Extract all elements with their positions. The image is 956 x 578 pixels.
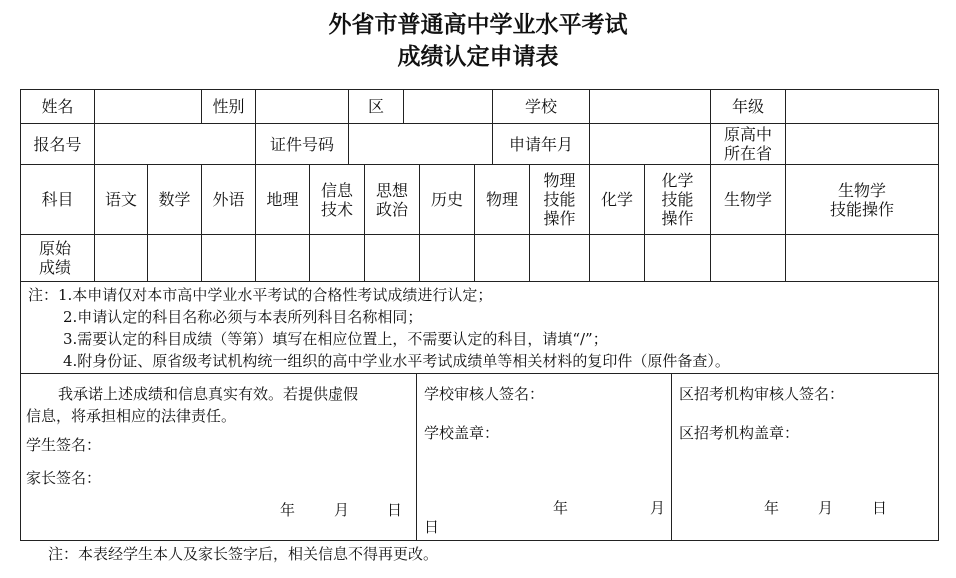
district-review-day: 日 bbox=[872, 499, 888, 517]
label-orig-province: 原高中 所在省 bbox=[710, 123, 786, 165]
subject-chinese: 语文 bbox=[94, 164, 148, 235]
footer-note: 注：本表经学生本人及家长签字后，相关信息不得再更改。 bbox=[48, 545, 439, 563]
score-field-biology-skill[interactable] bbox=[785, 234, 939, 282]
apply-date-field[interactable] bbox=[589, 123, 711, 165]
district-seal[interactable]: 区招考机构盖章： bbox=[679, 424, 800, 442]
grade-field[interactable] bbox=[785, 89, 939, 124]
district-reviewer-signature[interactable]: 区招考机构审核人签名： bbox=[679, 385, 845, 403]
subject-biology: 生物学 bbox=[710, 164, 786, 235]
form-title-line1: 外省市普通高中学业水平考试 bbox=[328, 12, 628, 38]
note-4: 4.附身份证、原省级考试机构统一组织的高中学业水平考试成绩单等相关材料的复印件（原件备查）。 bbox=[63, 352, 730, 370]
score-field-math[interactable] bbox=[147, 234, 202, 282]
form-title-line2: 成绩认定申请表 bbox=[397, 44, 559, 70]
district-review-month: 月 bbox=[818, 499, 834, 517]
note-3: 3.需要认定的科目成绩（等第）填写在相应位置上，不需要认定的科目，请填“/”； bbox=[63, 330, 608, 348]
gender-field[interactable] bbox=[255, 89, 349, 124]
district-field[interactable] bbox=[403, 89, 493, 124]
score-field-chinese[interactable] bbox=[94, 234, 148, 282]
score-field-foreign-language[interactable] bbox=[201, 234, 256, 282]
subject-physics: 物理 bbox=[474, 164, 530, 235]
declaration-day: 日 bbox=[387, 501, 403, 519]
student-signature[interactable]: 学生签名： bbox=[26, 436, 102, 454]
subject-geography: 地理 bbox=[255, 164, 310, 235]
school-seal[interactable]: 学校盖章： bbox=[424, 424, 500, 442]
label-gender: 性别 bbox=[201, 89, 256, 124]
orig-province-field[interactable] bbox=[785, 123, 939, 165]
label-original-score: 原始 成绩 bbox=[20, 234, 95, 282]
subject-politics: 思想 政治 bbox=[364, 164, 420, 235]
label-reg-no: 报名号 bbox=[20, 123, 95, 165]
score-field-biology[interactable] bbox=[710, 234, 786, 282]
id-no-field[interactable] bbox=[348, 123, 493, 165]
subject-foreign-language: 外语 bbox=[201, 164, 256, 235]
district-review-year: 年 bbox=[764, 499, 780, 517]
label-school: 学校 bbox=[492, 89, 590, 124]
declaration-month: 月 bbox=[334, 501, 350, 519]
declaration-line1: 我承诺上述成绩和信息真实有效。若提供虚假 bbox=[58, 385, 359, 403]
subject-chemistry-skill: 化学 技能 操作 bbox=[644, 164, 711, 235]
subject-chemistry: 化学 bbox=[589, 164, 645, 235]
note-2: 2.申请认定的科目名称必须与本表所列科目名称相同； bbox=[63, 308, 423, 326]
score-field-physics-skill[interactable] bbox=[529, 234, 590, 282]
score-field-chemistry[interactable] bbox=[589, 234, 645, 282]
declaration-line2: 信息，将承担相应的法律责任。 bbox=[26, 407, 237, 425]
score-field-physics[interactable] bbox=[474, 234, 530, 282]
label-subject: 科目 bbox=[20, 164, 95, 235]
school-review-year: 年 bbox=[553, 499, 569, 517]
reg-no-field[interactable] bbox=[94, 123, 256, 165]
subject-it: 信息 技术 bbox=[309, 164, 365, 235]
subject-history: 历史 bbox=[419, 164, 475, 235]
parent-signature[interactable]: 家长签名： bbox=[26, 469, 102, 487]
school-reviewer-signature[interactable]: 学校审核人签名： bbox=[424, 385, 545, 403]
note-1: 注：1.本申请仅对本市高中学业水平考试的合格性考试成绩进行认定； bbox=[28, 286, 493, 304]
name-field[interactable] bbox=[94, 89, 202, 124]
label-name: 姓名 bbox=[20, 89, 95, 124]
label-id-no: 证件号码 bbox=[255, 123, 349, 165]
school-review-month: 月 bbox=[650, 499, 666, 517]
score-field-it[interactable] bbox=[309, 234, 365, 282]
subject-biology-skill: 生物学 技能操作 bbox=[785, 164, 939, 235]
subject-physics-skill: 物理 技能 操作 bbox=[529, 164, 590, 235]
declaration-year: 年 bbox=[280, 501, 296, 519]
label-grade: 年级 bbox=[710, 89, 786, 124]
score-field-chemistry-skill[interactable] bbox=[644, 234, 711, 282]
label-district: 区 bbox=[348, 89, 404, 124]
school-review-day: 日 bbox=[424, 518, 440, 536]
subject-math: 数学 bbox=[147, 164, 202, 235]
score-field-history[interactable] bbox=[419, 234, 475, 282]
label-apply-date: 申请年月 bbox=[492, 123, 590, 165]
score-field-geography[interactable] bbox=[255, 234, 310, 282]
school-field[interactable] bbox=[589, 89, 711, 124]
score-field-politics[interactable] bbox=[364, 234, 420, 282]
